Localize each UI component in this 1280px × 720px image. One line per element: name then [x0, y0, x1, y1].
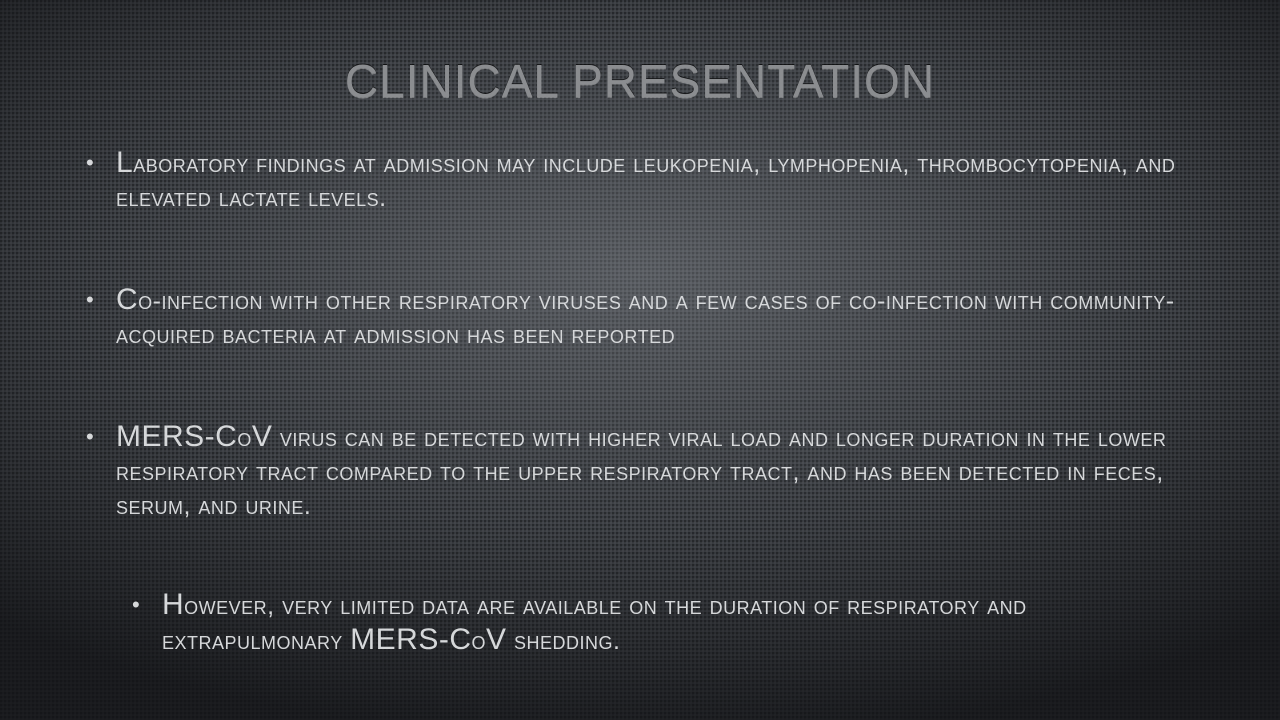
bullet-item	[86, 420, 1196, 523]
bullet-dot-icon: •	[86, 287, 95, 312]
bullet-mid: MERS-C	[350, 623, 472, 656]
bullet-text-end: shedding.	[506, 627, 621, 655]
bullet-item	[86, 146, 1186, 215]
bullet-dot-icon: •	[86, 424, 95, 449]
bullet-prefix-small: o	[237, 424, 252, 452]
slide-title: CLINICAL PRESENTATION	[344, 55, 936, 107]
bullet-dot-icon: •	[132, 592, 141, 617]
bullet-lead-letter: L	[116, 146, 134, 179]
bullet-text: owever, very limited data are available on the duration of respiratory and extrapulmonary	[162, 592, 1027, 655]
bullet-mid-small: o	[471, 627, 487, 655]
bullet-text: o-infection with other respiratory viruses and a few cases of co-infection with community-acquired bacteria at admission has been reported	[116, 287, 1175, 349]
bullet-mid-end: V	[486, 623, 507, 656]
bullet-prefix: MERS-C	[116, 420, 238, 453]
bullet-item	[86, 283, 1196, 352]
bullet-dot-icon: •	[86, 150, 95, 175]
bullet-lead-letter: C	[116, 283, 139, 316]
sub-bullet-item	[132, 588, 1182, 658]
bullet-text: virus can be detected with higher viral load and longer duration in the lower respiratory tract compared to the upper respiratory tract, and has been detected in feces, serum, and urine.	[116, 424, 1167, 520]
bullet-prefix-end: V	[251, 420, 273, 453]
bullet-lead-letter: H	[162, 588, 185, 621]
bullet-text: aboratory findings at admission may include leukopenia, lymphopenia, thrombocytopenia, and elevated lactate levels.	[116, 150, 1176, 212]
